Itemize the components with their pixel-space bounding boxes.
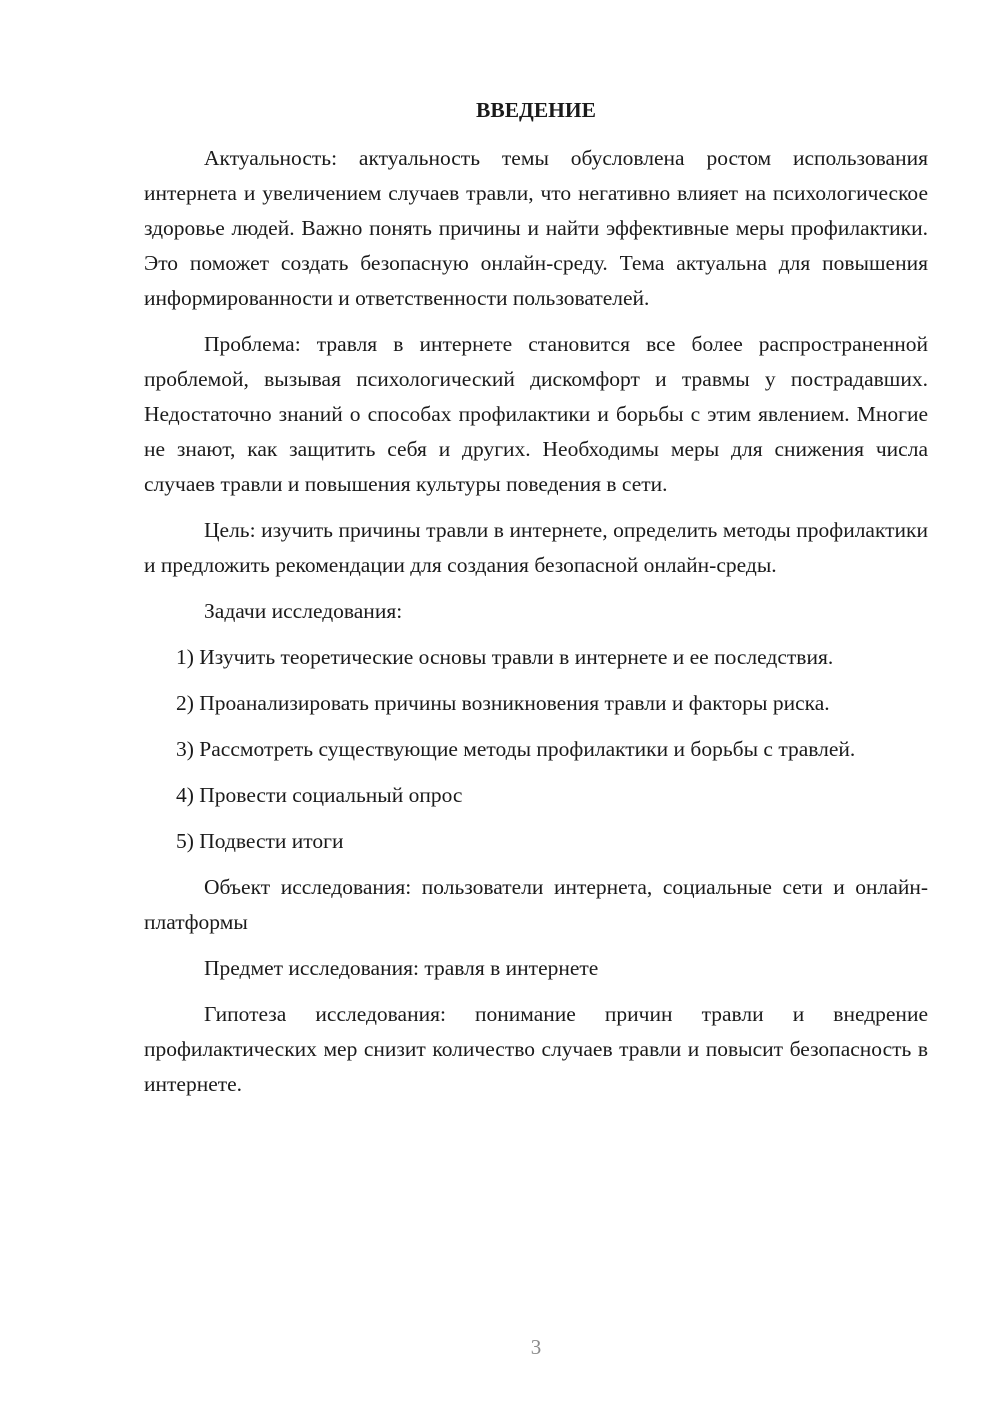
subject-paragraph: Предмет исследования: травля в интернете	[204, 956, 599, 980]
task-item: 1) Изучить теоретические основы травли в интернете и ее последствия.	[176, 645, 834, 669]
task-item: 5) Подвести итоги	[176, 829, 344, 853]
hypothesis-paragraph: Гипотеза исследования: понимание причин травли и внедрение профилактических мер снизит количество случаев травли и повысит безопасность в интернете.	[144, 1002, 928, 1096]
problem-paragraph: Проблема: травля в интернете становится все более распространенной проблемой, вызывая психологический дискомфорт и травмы у пострадавших. Недостаточно знаний о способах профилактики и борьбы с этим явлением. Многие не знают, как защитить себя и других. Необходимы меры для снижения числа случаев травли и повышения культуры поведения в сети.	[144, 332, 928, 496]
task-item: 4) Провести социальный опрос	[176, 783, 463, 807]
document-page	[144, 93, 928, 1113]
page-title: ВВЕДЕНИЕ	[476, 98, 596, 122]
goal-paragraph: Цель: изучить причины травли в интернете, определить методы профилактики и предложить рекомендации для создания безопасной онлайн-среды.	[144, 518, 928, 577]
task-item: 3) Рассмотреть существующие методы профилактики и борьбы с травлей.	[176, 737, 856, 761]
tasks-list	[144, 640, 928, 859]
relevance-paragraph: Актуальность: актуальность темы обусловлена ростом использования интернета и увеличением случаев травли, что негативно влияет на психологическое здоровье людей. Важно понять причины и найти эффективные меры профилактики. Это поможет создать безопасную онлайн-среду. Тема актуальна для повышения информированности и ответственности пользователей.	[144, 146, 928, 310]
task-item: 2) Проанализировать причины возникновения травли и факторы риска.	[176, 691, 830, 715]
tasks-heading: Задачи исследования:	[204, 599, 403, 623]
object-paragraph: Объект исследования: пользователи интернета, социальные сети и онлайн-платформы	[144, 875, 928, 934]
page-number: 3	[530, 1335, 542, 1359]
